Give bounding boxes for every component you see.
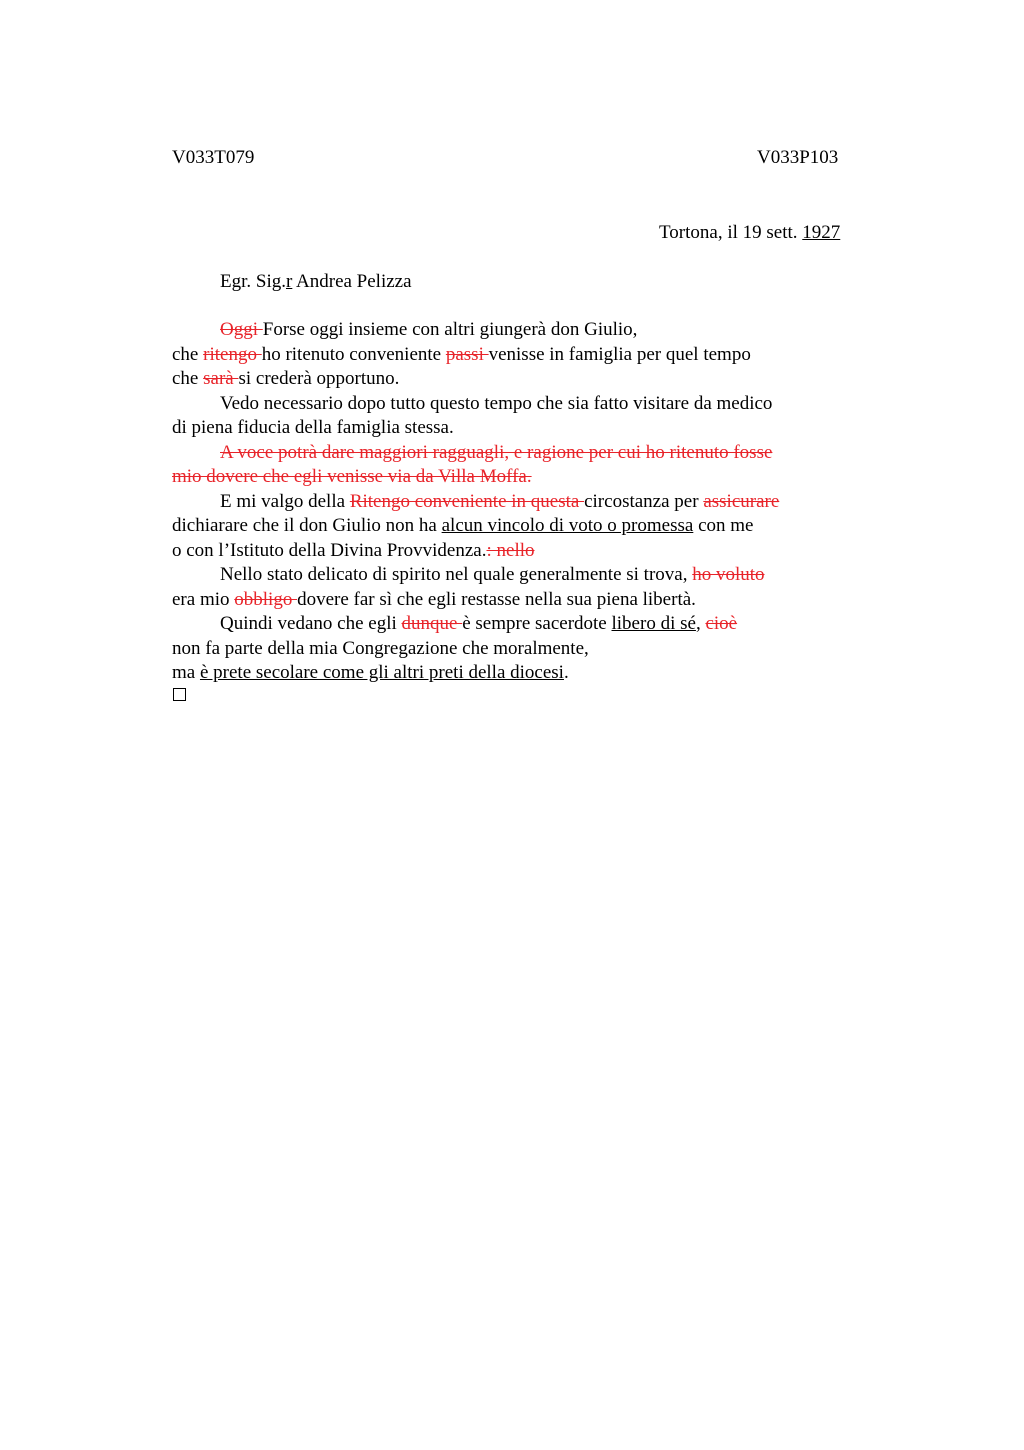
deleted-text: passi bbox=[445, 344, 489, 365]
deleted-text: sarà bbox=[203, 368, 239, 389]
line-text: dichiarare che il don Giulio non ha bbox=[172, 515, 442, 536]
letter-line-6 bbox=[220, 441, 772, 465]
letter-line-9 bbox=[172, 514, 753, 538]
dateline-year: 1927 bbox=[802, 222, 841, 243]
salutation bbox=[220, 271, 412, 293]
letter-line-8 bbox=[220, 490, 779, 514]
letter-line-5 bbox=[172, 416, 454, 440]
line-text: di piena fiducia della famiglia stessa. bbox=[172, 417, 454, 438]
deleted-text: obbligo bbox=[234, 589, 298, 610]
letter-line-14 bbox=[172, 637, 589, 661]
letter-line-1 bbox=[220, 318, 637, 342]
line-text: si crederà opportuno. bbox=[238, 368, 400, 389]
line-text: ho ritenuto conveniente bbox=[261, 344, 446, 365]
letter-line-15 bbox=[172, 661, 569, 685]
salutation-prefix: Egr. Sig. bbox=[220, 271, 286, 292]
line-text: Vedo necessario dopo tutto questo tempo che sia fatto visitare da medico bbox=[220, 393, 773, 414]
line-text: con me bbox=[693, 515, 754, 536]
line-text: Quindi vedano che egli bbox=[220, 613, 402, 634]
deleted-text: Ritengo conveniente in questa bbox=[349, 491, 585, 512]
deleted-text: assicurare bbox=[703, 491, 780, 512]
line-text: circostanza per bbox=[584, 491, 704, 512]
letter-line-11 bbox=[220, 563, 765, 587]
salutation-name: Andrea Pelizza bbox=[292, 271, 412, 292]
line-text: E mi valgo della bbox=[220, 491, 350, 512]
underlined-text: è prete secolare come gli altri preti della diocesi bbox=[199, 662, 564, 683]
letter-line-3 bbox=[172, 367, 399, 391]
line-text: . bbox=[563, 662, 569, 683]
deleted-text: mio dovere che egli venisse via da Villa Moffa. bbox=[172, 466, 532, 487]
line-text: che bbox=[172, 368, 204, 389]
line-text: ma bbox=[172, 662, 200, 683]
line-text: che bbox=[172, 344, 204, 365]
line-text: era mio bbox=[172, 589, 235, 610]
line-text: , bbox=[695, 613, 706, 634]
line-text: Nello stato delicato di spirito nel quale generalmente si trova, bbox=[220, 564, 693, 585]
document-code-right: V033P103 bbox=[757, 147, 839, 168]
underlined-text: libero di sé bbox=[611, 613, 696, 634]
deleted-text: ho voluto bbox=[692, 564, 765, 585]
letter-line-2 bbox=[172, 343, 751, 367]
document-code-left: V033T079 bbox=[172, 147, 255, 168]
letter-line-4 bbox=[220, 392, 772, 416]
salutation-sup: r bbox=[285, 271, 293, 292]
deleted-text: Oggi bbox=[220, 319, 263, 340]
dateline-place-date: Tortona, il 19 sett. bbox=[659, 222, 803, 243]
deleted-text: A voce potrà dare maggiori ragguagli, e ragione per cui ho ritenuto fosse bbox=[220, 442, 773, 463]
dateline bbox=[659, 222, 840, 244]
letter-line-13 bbox=[220, 612, 737, 636]
line-text: dovere far sì che egli restasse nella sua piena libertà. bbox=[297, 589, 696, 610]
underlined-text: alcun vincolo di voto o promessa bbox=[441, 515, 694, 536]
deleted-text: ritengo bbox=[203, 344, 262, 365]
line-text: è sempre sacerdote bbox=[462, 613, 612, 634]
line-text: venisse in famiglia per quel tempo bbox=[488, 344, 751, 365]
line-text: o con l’Istituto della Divina Provvidenza. bbox=[172, 540, 487, 561]
line-text: non fa parte della mia Congregazione che moralmente, bbox=[172, 638, 589, 659]
line-text: Forse oggi insieme con altri giungerà don Giulio, bbox=[262, 319, 638, 340]
end-box-icon bbox=[173, 688, 186, 701]
letter-line-10 bbox=[172, 539, 535, 563]
letter-line-7 bbox=[172, 465, 532, 489]
deleted-text: cioè bbox=[705, 613, 738, 634]
deleted-text: dunque bbox=[401, 613, 463, 634]
deleted-text: : nello bbox=[486, 540, 535, 561]
letter-line-12 bbox=[172, 588, 696, 612]
